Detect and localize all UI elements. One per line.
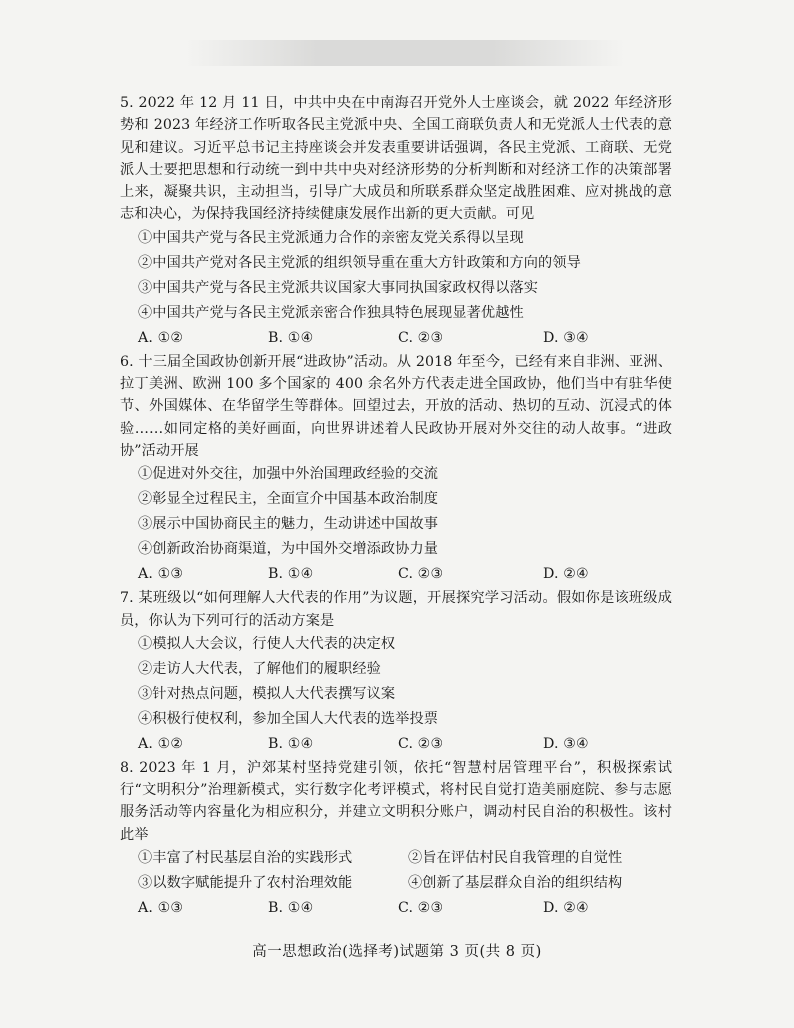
- choice-d: D. ③④: [543, 329, 589, 346]
- option-3: ③展示中国协商民主的魅力，生动讲述中国故事: [138, 516, 439, 533]
- question-6-stem: 6. 十三届全国政协创新开展“进政协”活动。从 2018 年至今，已经有来自非洲、亚洲、拉丁美洲、欧洲 100 多个国家的 400 余名外方代表走进全国政协，他们当中有驻华使节、外国媒体、在华留学生等群体。回望过去，开放的活动、热切的互动、沉浸式的体验……如同定格的美好画面，向世界讲述着人民政协开展对外交往的动人故事。“进政协”活动开展: [120, 353, 672, 459]
- option-3: ③以数字赋能提升了农村治理效能: [138, 875, 353, 892]
- question-8-choices: [120, 896, 672, 921]
- choice-c: C. ②③: [398, 566, 444, 583]
- option-3: ③中国共产党与各民主党派共议国家大事同执国家政权得以落实: [138, 279, 539, 296]
- scan-shadow: [185, 40, 625, 66]
- choice-b: B. ①④: [268, 566, 314, 583]
- page-footer: 高一思想政治(选择考)试题第 3 页(共 8 页): [252, 944, 542, 960]
- choice-b: B. ①④: [268, 900, 314, 917]
- question-6-choices: [120, 562, 672, 587]
- question-8-stem: 8. 2023 年 1 月，沪郊某村坚持党建引领，依托“智慧村居管理平台”，积极探索试行“文明积分”治理新模式，实行数字化考评模式，将村民自觉打造美丽庭院、参与志愿服务活动等内容量化为相应积分，并建立文明积分账户，调动村民自治的积极性。该村此举: [120, 759, 672, 843]
- choice-d: D. ③④: [543, 735, 589, 752]
- option-4: ④创新政治协商渠道，为中国外交增添政协力量: [138, 541, 439, 558]
- option-2: ②旨在评估村民自我管理的自觉性: [408, 850, 623, 867]
- choice-a: A. ①②: [138, 735, 184, 752]
- option-4: ④创新了基层群众自治的组织结构: [408, 875, 623, 892]
- question-6-options: [120, 462, 672, 562]
- choice-d: D. ②④: [543, 900, 589, 917]
- question-5: [120, 92, 672, 351]
- choice-a: A. ①③: [138, 900, 184, 917]
- question-7: [120, 587, 672, 757]
- question-list: [120, 92, 672, 921]
- choice-a: A. ①③: [138, 566, 184, 583]
- choice-c: C. ②③: [398, 900, 444, 917]
- option-4: ④中国共产党与各民主党派亲密合作独具特色展现显著优越性: [138, 304, 524, 321]
- question-5-choices: [120, 326, 672, 351]
- option-2: ②走访人大代表，了解他们的履职经验: [138, 660, 381, 677]
- question-8: [120, 757, 672, 921]
- question-8-options: [120, 846, 672, 896]
- choice-b: B. ①④: [268, 735, 314, 752]
- option-2: ②中国共产党对各民主党派的组织领导重在重大方针政策和方向的领导: [138, 254, 581, 271]
- choice-b: B. ①④: [268, 329, 314, 346]
- option-1: ①促进对外交往，加强中外治国理政经验的交流: [138, 466, 439, 483]
- option-1: ①中国共产党与各民主党派通力合作的亲密友党关系得以呈现: [138, 229, 524, 246]
- question-7-stem: 7. 某班级以“如何理解人大代表的作用”为议题，开展探究学习活动。假如你是该班级成员，你认为下列可行的活动方案是: [120, 590, 672, 629]
- option-2: ②彰显全过程民主，全面宣介中国基本政治制度: [138, 491, 439, 508]
- choice-c: C. ②③: [398, 329, 444, 346]
- question-7-choices: [120, 732, 672, 757]
- option-4: ④积极行使权利，参加全国人大代表的选举投票: [138, 710, 439, 727]
- choice-d: D. ②④: [543, 566, 589, 583]
- option-1: ①模拟人大会议，行使人大代表的决定权: [138, 635, 396, 652]
- question-5-options: [120, 226, 672, 326]
- choice-c: C. ②③: [398, 735, 444, 752]
- option-1: ①丰富了村民基层自治的实践形式: [138, 850, 353, 867]
- choice-a: A. ①②: [138, 329, 184, 346]
- question-7-options: [120, 632, 672, 732]
- question-6: [120, 351, 672, 587]
- question-5-stem: 5. 2022 年 12 月 11 日，中共中央在中南海召开党外人士座谈会，就 2022 年经济形势和 2023 年经济工作听取各民主党派中央、全国工商联负责人和无党派人士代表的意见和建议。习近平总书记主持座谈会并发表重要讲话强调，各民主党派、工商联、无党派人士要把思想和行动统一到中共中央对经济形势的分析判断和对经济工作的决策部署上来，凝聚共识，主动担当，引导广大成员和所联系群众坚定战胜困难、应对挑战的意志和决心，为保持我国经济持续健康发展作出新的更大贡献。可见: [120, 95, 672, 223]
- option-3: ③针对热点问题，模拟人大代表撰写议案: [138, 685, 396, 702]
